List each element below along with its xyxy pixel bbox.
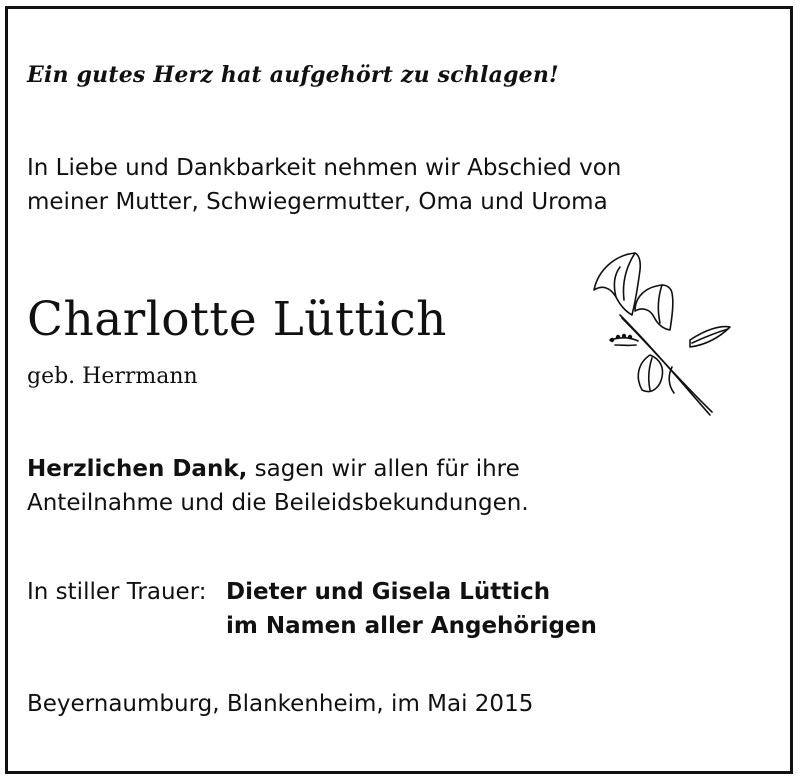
thanks-text bbox=[27, 452, 529, 520]
thanks-bold: Herzlichen Dank, bbox=[27, 456, 248, 482]
thanks-line-2: Anteilnahme und die Beileidsbekundungen. bbox=[27, 490, 529, 516]
thanks-rest: sagen wir allen für ihre bbox=[247, 456, 520, 482]
headline: Ein gutes Herz hat aufgehört zu schlagen! bbox=[27, 62, 559, 88]
mourners-line-2: im Namen aller Angehörigen bbox=[226, 613, 597, 639]
place-date: Beyernaumburg, Blankenheim, im Mai 2015 bbox=[27, 691, 534, 717]
thanks-line-1 bbox=[27, 452, 529, 486]
intro-text bbox=[27, 151, 621, 219]
deceased-name: Charlotte Lüttich bbox=[27, 292, 447, 347]
mourners-label: In stiller Trauer: bbox=[27, 579, 207, 605]
intro-line-1: In Liebe und Dankbarkeit nehmen wir Abschied von bbox=[27, 155, 622, 181]
mourners-names bbox=[226, 575, 597, 643]
calla-lily-icon bbox=[580, 245, 740, 430]
maiden-name: geb. Herrmann bbox=[27, 364, 198, 389]
intro-line-2: meiner Mutter, Schwiegermutter, Oma und Uroma bbox=[27, 189, 608, 215]
mourners-line-1: Dieter und Gisela Lüttich bbox=[226, 579, 551, 605]
